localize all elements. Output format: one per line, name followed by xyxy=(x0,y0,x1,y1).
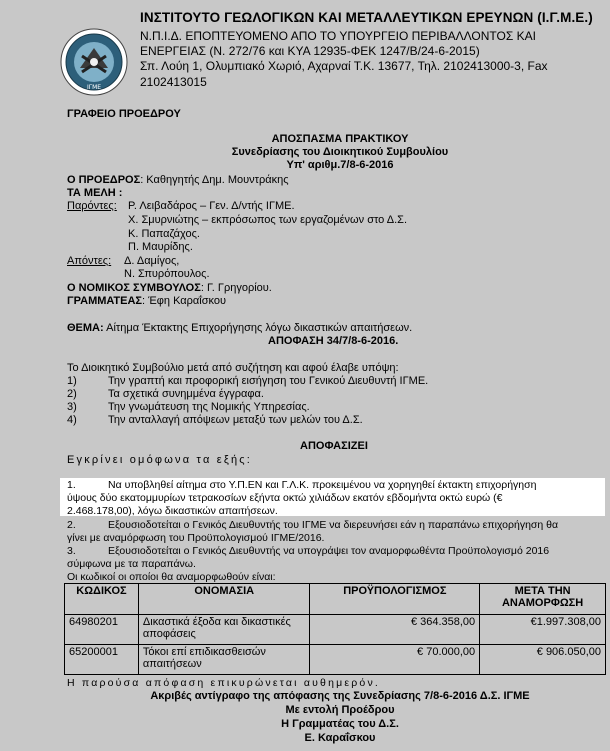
header-line-1: Ν.Π.Ι.Δ. ΕΠΟΠΤΕΥΟΜΕΝΟ ΑΠΟ ΤΟ ΥΠΟΥΡΓΕΙΟ ΠΕΡΙΒΑΛΛΟΝΤΟΣ ΚΑΙ xyxy=(140,29,536,43)
header-line-3: Σπ. Λούη 1, Ολυμπιακό Χωριό, Αχαρναί Τ.Κ. 13677, Τηλ. 2102413000-3, Fax xyxy=(140,59,548,73)
cell-budget: € 70.000,00 xyxy=(310,645,480,675)
consideration-2-number: 2) xyxy=(67,388,77,400)
item-1-line-1: Να υποβληθεί αίτημα στο Υ.Π.ΕΝ και Γ.Λ.Κ. προκειμένου να χορηγηθεί έκτακτη επιχορήγηση xyxy=(108,479,537,491)
ratified-text: Η παρούσα απόφαση επικυρώνεται αυθημερόν. xyxy=(67,677,381,689)
item-1-number: 1. xyxy=(67,479,76,491)
cell-budget: € 364.358,00 xyxy=(310,615,480,645)
absent-member-1: Δ. Δαμίγος, xyxy=(124,255,180,267)
table-header-row xyxy=(65,584,606,615)
consideration-3-text: Την γνωμάτευση της Νομικής Υπηρεσίας. xyxy=(108,401,310,413)
approves-text: Εγκρίνει ομόφωνα τα εξής: xyxy=(67,454,253,466)
igme-logo-icon xyxy=(60,28,128,96)
consideration-4-text: Την ανταλλαγή απόψεων μεταξύ των μελών του Δ.Σ. xyxy=(108,414,363,426)
intro-text: Το Διοικητικό Συμβούλιο μετά από συζήτηση και αφού έλαβε υπόψη: xyxy=(67,362,399,374)
item-2-line-2: γίνει με αναμόρφωση του Προϋπολογισμού ΙΓΜΕ/2016. xyxy=(67,532,325,544)
absent-member-2: Ν. Σπυρόπουλος. xyxy=(124,268,210,280)
present-member-2: Χ. Σμυρνιώτης – εκπρόσωπος των εργαζομένων στο Δ.Σ. xyxy=(128,214,408,226)
item-2-line-1: Εξουσιοδοτείται ο Γενικός Διευθυντής του ΙΓΜΕ να διερευνήσει εάν η παραπάνω επιχορήγηση θα xyxy=(108,519,559,531)
codes-intro: Οι κωδικοί οι οποίοι θα αναμορφωθούν είναι: xyxy=(67,571,276,583)
members-label-text: ΤΑ ΜΕΛΗ xyxy=(67,187,116,199)
subject-value: Αίτημα Έκτακτης Επιχορήγησης λόγω δικαστικών απαιτήσεων. xyxy=(103,322,413,334)
item-3-line-1: Εξουσιοδοτείται ο Γενικός Διευθυντής να υπογράψει τον αναμορφωθέντα Προϋπολογισμό 2016 xyxy=(108,545,550,557)
secretary-value: : Έφη Καραΐσκου xyxy=(142,295,227,307)
header-line-4: 2102413015 xyxy=(140,75,207,89)
table-row xyxy=(65,615,606,645)
president-line xyxy=(67,174,289,186)
president-label: Ο ΠΡΟΕΔΡΟΣ xyxy=(67,174,141,186)
members-label xyxy=(67,187,122,199)
cell-after: € 906.050,00 xyxy=(480,645,606,675)
footer-line-4: Ε. Καραΐσκου xyxy=(304,732,376,744)
title-1: ΑΠΟΣΠΑΣΜΑ ΠΡΑΚΤΙΚΟΥ xyxy=(271,133,409,145)
consideration-4-number: 4) xyxy=(67,414,77,426)
svg-text:ΙΓΜΕ: ΙΓΜΕ xyxy=(86,84,102,91)
absent-label: Απόντες: xyxy=(67,255,112,267)
col-header-code: ΚΩΔΙΚΟΣ xyxy=(65,584,139,615)
item-1-line-2: ύψους δύο εκατομμυρίων τετρακοσίων εξήντα οκτώ χιλιάδων εκατόν εβδομήντα οκτώ ευρώ (€ xyxy=(67,492,503,504)
subject-label: ΘΕΜΑ: xyxy=(67,322,104,334)
header-line-2: ΕΝΕΡΓΕΙΑΣ (Ν. 272/76 και ΚΥΑ 12935-ΦΕΚ 1247/Β/24-6-2015) xyxy=(140,44,480,58)
cell-after: €1.997.308,00 xyxy=(480,615,606,645)
present-member-4: Π. Μαυρίδης. xyxy=(128,241,193,253)
footer-line-1: Ακριβές αντίγραφο της απόφασης της Συνεδρίασης 7/8-6-2016 Δ.Σ. ΙΓΜΕ xyxy=(150,690,530,702)
legal-advisor-value: : Γ. Γρηγορίου. xyxy=(200,282,272,294)
item-3-line-2: σύμφωνα με τα παραπάνω. xyxy=(67,558,196,570)
col-header-budget: ΠΡΟΫΠΟΛΟΓΙΣΜΟΣ xyxy=(310,584,480,615)
consideration-2-text: Τα σχετικά συνημμένα έγγραφα. xyxy=(108,388,264,400)
decides-heading: ΑΠΟΦΑΣΙΖΕΙ xyxy=(300,440,368,452)
present-label: Παρόντες: xyxy=(67,200,117,212)
title-2: Συνεδρίασης του Διοικητικού Συμβουλίου xyxy=(231,146,449,158)
item-1-line-3: 2.468.178,00), λόγω δικαστικών απαιτήσεων. xyxy=(67,505,278,517)
legal-advisor-label: Ο ΝΟΜΙΚΟΣ ΣΥΜΒΟΥΛΟΣ xyxy=(67,282,201,294)
cell-code: 65200001 xyxy=(65,645,139,675)
present-member-1: Ρ. Λειβαδάρος – Γεν. Δ/ντής ΙΓΜΕ. xyxy=(128,200,295,212)
footer-line-2: Με εντολή Προέδρου xyxy=(285,704,395,716)
cell-name: Τόκοι επί επιδικασθεισών απαιτήσεων xyxy=(138,645,310,675)
secretary-label: ΓΡΑΜΜΑΤΕΑΣ xyxy=(67,295,143,307)
org-name: ΙΝΣΤΙΤΟΥΤΟ ΓΕΩΛΟΓΙΚΩΝ ΚΑΙ ΜΕΤΑΛΛΕΥΤΙΚΩΝ ΕΡΕΥΝΩΝ (Ι.Γ.Μ.Ε.) xyxy=(140,10,593,25)
secretary-line xyxy=(67,295,226,307)
office-heading: ΓΡΑΦΕΙΟ ΠΡΟΕΔΡΟΥ xyxy=(67,108,181,120)
col-header-name: ΟΝΟΜΑΣΙΑ xyxy=(138,584,310,615)
subject-line xyxy=(67,322,412,334)
decision-number: ΑΠΟΦΑΣΗ 34/7/8-6-2016. xyxy=(268,335,399,347)
consideration-1-number: 1) xyxy=(67,375,77,387)
title-3: Υπ' αριθμ.7/8-6-2016 xyxy=(286,159,394,171)
cell-code: 64980201 xyxy=(65,615,139,645)
cell-name: Δικαστικά έξοδα και δικαστικές αποφάσεις xyxy=(138,615,310,645)
item-3-number: 3. xyxy=(67,545,76,557)
codes-table xyxy=(64,583,606,675)
members-colon: : xyxy=(118,187,123,199)
president-value: : Καθηγητής Δημ. Μουντράκης xyxy=(140,174,289,186)
present-member-3: Κ. Παπαζάχος. xyxy=(128,228,200,240)
consideration-1-text: Την γραπτή και προφορική εισήγηση του Γενικού Διευθυντή ΙΓΜΕ. xyxy=(108,375,429,387)
footer-line-3: Η Γραμματέας του Δ.Σ. xyxy=(281,718,399,730)
legal-advisor-line xyxy=(67,282,272,294)
col-header-after: ΜΕΤΑ ΤΗΝ ΑΝΑΜΟΡΦΩΣΗ xyxy=(480,584,606,615)
consideration-3-number: 3) xyxy=(67,401,77,413)
item-2-number: 2. xyxy=(67,519,76,531)
table-row xyxy=(65,645,606,675)
